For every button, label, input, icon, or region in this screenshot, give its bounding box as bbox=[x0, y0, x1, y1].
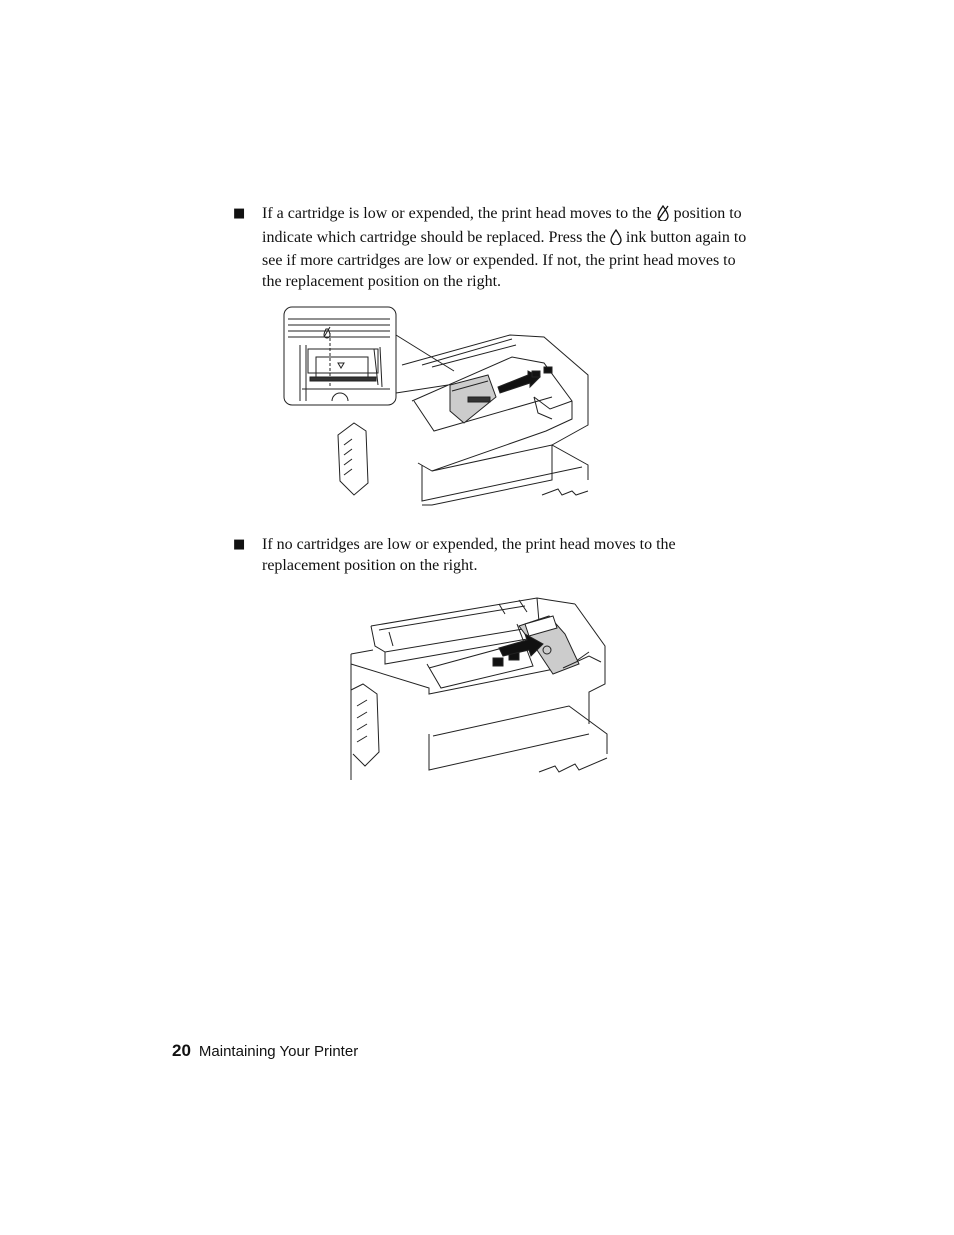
ink-drop-crossed-icon bbox=[656, 205, 670, 228]
bullet-text-2: If no cartridges are low or expended, the print head moves to the replacement position on the right. bbox=[262, 536, 676, 574]
bullet-item-1 bbox=[233, 204, 753, 288]
printer-illustration-replacement-position bbox=[349, 594, 611, 780]
page-number: 20 bbox=[172, 1041, 191, 1060]
section-title: Maintaining Your Printer bbox=[198, 1043, 359, 1060]
page-footer bbox=[172, 1041, 358, 1061]
bullet-text-1: If a cartridge is low or expended, the print head moves to the position to indicate which cartridge should be replaced. Press the ink button again to see if more cartridges are low or expended. If not, the print head moves to the replacement position on the right. bbox=[262, 205, 747, 290]
bullet-marker: ■ bbox=[233, 206, 246, 221]
ink-drop-icon bbox=[610, 229, 622, 252]
bullet-item-2 bbox=[233, 535, 753, 579]
bullet-marker: ■ bbox=[233, 537, 246, 552]
printer-illustration-check-position bbox=[282, 305, 592, 513]
